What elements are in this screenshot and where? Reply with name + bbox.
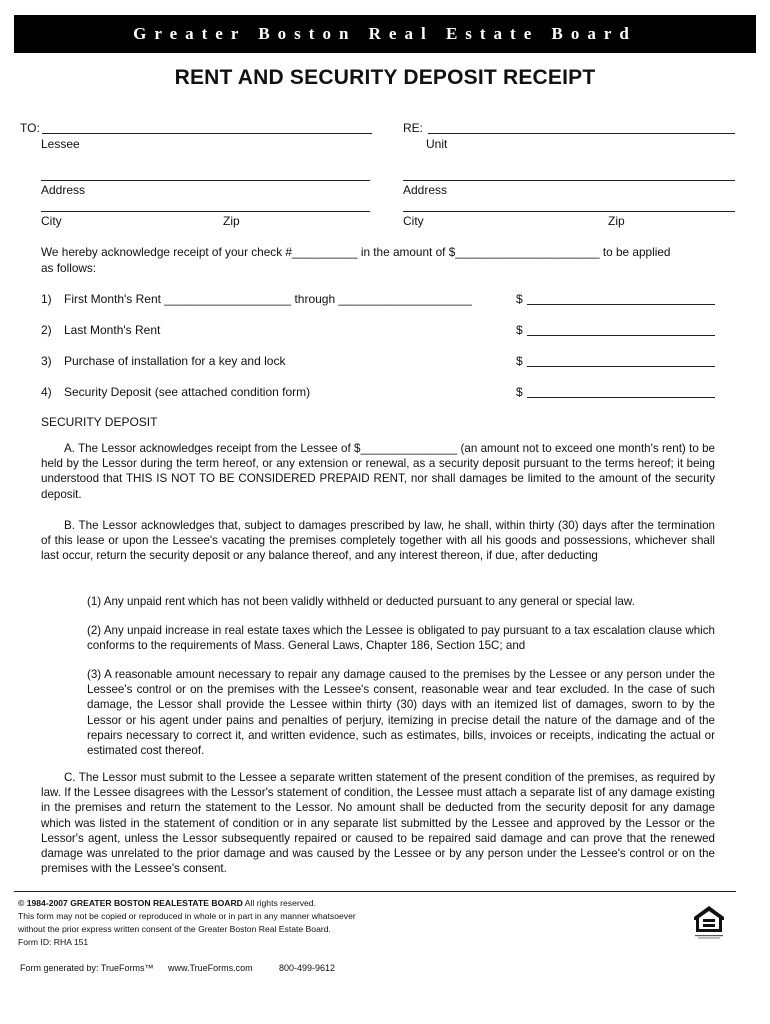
- acknowledgement-text-cont: as follows:: [41, 261, 97, 275]
- unit-address-field[interactable]: [403, 180, 735, 181]
- lessee-address-label: Address: [41, 183, 86, 197]
- security-deposit-heading: SECURITY DEPOSIT: [41, 415, 158, 429]
- to-label: TO:: [20, 121, 40, 135]
- item-last-month-rent: Last Month's Rent: [64, 323, 161, 337]
- generated-by: Form generated by: TrueForms™: [20, 963, 154, 973]
- consent-line: without the prior express written consent of the Greater Boston Real Estate Board.: [18, 924, 331, 934]
- form-id: Form ID: RHA 151: [18, 937, 89, 947]
- equal-housing-icon: [692, 904, 726, 940]
- deduction-2: (2) Any unpaid increase in real estate taxes which the Lessee is obligated to pay pursuant to a tax escalation clause which conforms to the requirements of Mass. General Laws, Chapter 186, Section 15C; and: [87, 624, 715, 653]
- unit-field[interactable]: [428, 133, 735, 134]
- phone-number: 800-499-9612: [279, 963, 336, 973]
- lessee-zip-label: Zip: [223, 214, 240, 228]
- footer-divider: [14, 891, 736, 892]
- amount-field-first-month[interactable]: [527, 304, 715, 305]
- item-key-lock: Purchase of installation for a key and lock: [64, 354, 286, 368]
- lessee-city-label: City: [41, 214, 62, 228]
- copyright-line: © 1984-2007 GREATER BOSTON REALESTATE BOARD All rights reserved.: [18, 898, 316, 908]
- dollar-sign: $: [516, 323, 523, 337]
- form-title: RENT AND SECURITY DEPOSIT RECEIPT: [174, 66, 596, 89]
- unit-zip-label: Zip: [608, 214, 625, 228]
- amount-field-key-lock[interactable]: [527, 366, 715, 367]
- unit-city-label: City: [403, 214, 424, 228]
- item-number: 1): [41, 292, 52, 306]
- lessee-name-field[interactable]: [42, 133, 372, 134]
- copy-restriction-line: This form may not be copied or reproduced in whole or in part in any manner whatsoever: [18, 911, 356, 921]
- lessee-address-field[interactable]: [41, 180, 370, 181]
- paragraph-c: C. The Lessor must submit to the Lessee a separate written statement of the present condition of the premises, as required by law. If the Lessee disagrees with the Lessor's statement of condition, the Lessee must attach a separate list of any damage existing in the premises and return the statement to the Lessor. No amount shall be deducted from the security deposit for any damage which was listed in the statement of condition or in any separate list submitted by the Lessee and approved by the Lessor or the Lessor's agent, unless the Lessor subsequently repaired or caused to be repaired said damage and can prove that the renewed damage was unrelated to the prior damage and was caused by the Lessee or by any person under the Lessee's control or on the premises with the Lessee's consent.: [41, 771, 715, 876]
- unit-city-zip-field[interactable]: [403, 211, 735, 212]
- item-number: 4): [41, 385, 52, 399]
- deduction-3: (3) A reasonable amount necessary to repair any damage caused to the premises by the Lessee or any person under the Lessee's control or on the premises with the Lessee's consent, reasonable wear and tear excluded. In the case of such damage, the Lessor shall provide the Lessee within thirty (30) days with an itemized list of damages, sworn to by the Lessor or his agent under pains and penalties of perjury, itemizing in precise detail the nature of the damage and of the repairs necessary to correct it, and written evidence, such as estimates, bills, invoices or receipts, indicating the actual or estimated cost thereof.: [87, 668, 715, 758]
- dollar-sign: $: [516, 385, 523, 399]
- unit-label: Unit: [426, 137, 448, 151]
- re-label: RE:: [403, 121, 424, 135]
- paragraph-b: B. The Lessor acknowledges that, subject to damages prescribed by law, he shall, within thirty (30) days after the termination of this lease or upon the Lessee's vacating the premises completely together with all his goods and possessions, whichever shall last occur, return the security deposit or any balance thereof, and any interest thereon, if due, after deducting: [41, 519, 715, 563]
- item-number: 2): [41, 323, 52, 337]
- deduction-1: (1) Any unpaid rent which has not been validly withheld or deducted pursuant to any general or special law.: [87, 595, 635, 608]
- lessee-city-zip-field[interactable]: [41, 211, 370, 212]
- item-security-deposit: Security Deposit (see attached condition form): [64, 385, 311, 399]
- acknowledgement-text: We hereby acknowledge receipt of your check #__________ in the amount of $______________________ to be applied: [41, 245, 671, 259]
- unit-address-label: Address: [403, 183, 448, 197]
- lessee-label: Lessee: [41, 137, 80, 151]
- paragraph-a: A. The Lessor acknowledges receipt from the Lessee of $_______________ (an amount not to exceed one month's rent) to be held by the Lessor during the term hereof, or any extension or renewal, as a security deposit pursuant to the terms hereof; it being understood that THIS IS NOT TO BE CONSIDERED PREPAID RENT, nor shall damages be limited to the amount of the security deposit.: [41, 442, 715, 501]
- board-banner: Greater Boston Real Estate Board: [14, 15, 756, 53]
- item-first-month-rent: First Month's Rent ___________________ through ____________________: [64, 292, 472, 306]
- dollar-sign: $: [516, 354, 523, 368]
- amount-field-security-deposit[interactable]: [527, 397, 715, 398]
- amount-field-last-month[interactable]: [527, 335, 715, 336]
- item-number: 3): [41, 354, 52, 368]
- website-link[interactable]: www.TrueForms.com: [168, 963, 253, 973]
- dollar-sign: $: [516, 292, 523, 306]
